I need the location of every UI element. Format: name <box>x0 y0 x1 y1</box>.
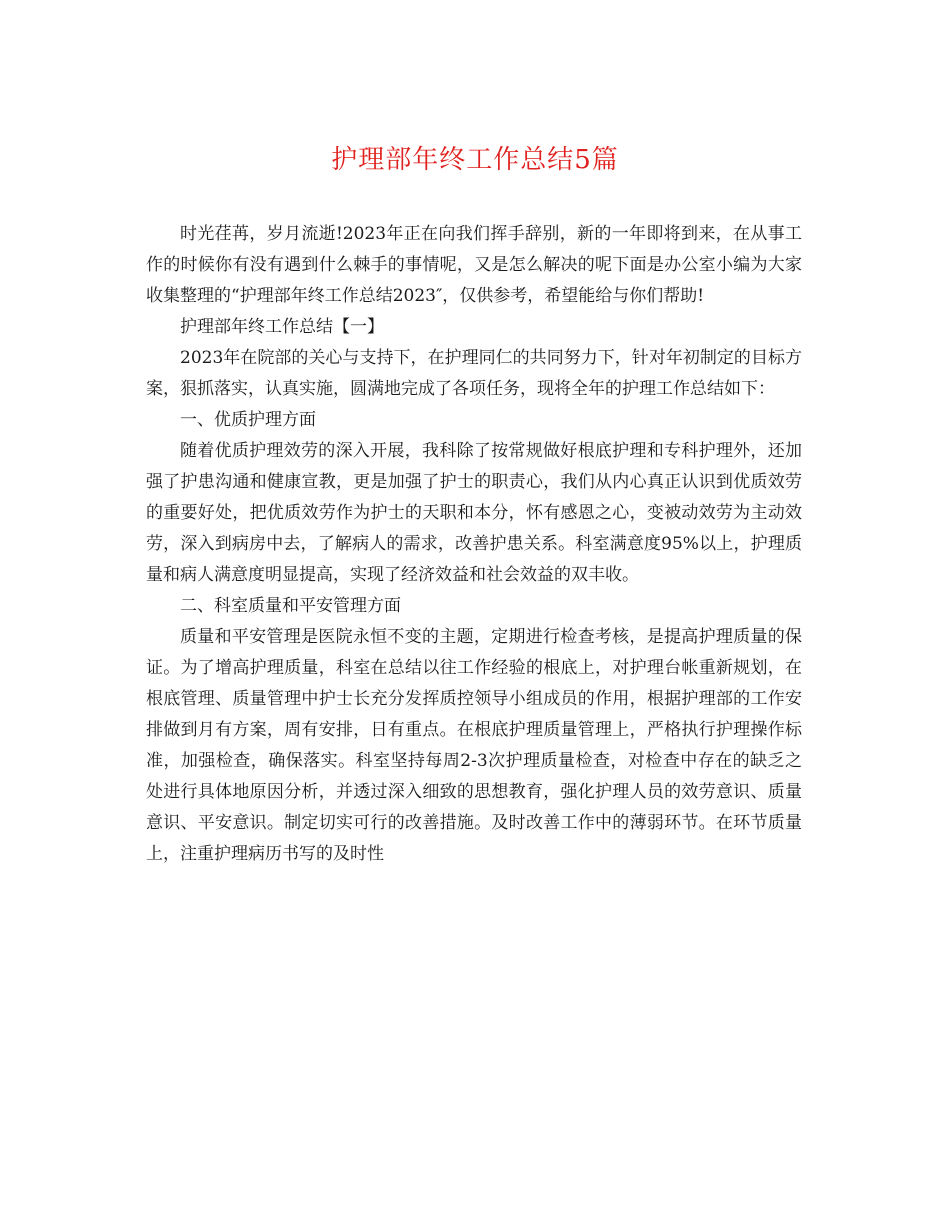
intro-paragraph: 时光荏苒，岁月流逝!2023年正在向我们挥手辞别，新的一年即将到来，在从事工作的时候你有没有遇到什么棘手的事情呢，又是怎么解决的呢下面是办公室小编为大家收集整理的“护理部年终工作总结2023″，仅供参考，希望能给与你们帮助! <box>146 224 802 306</box>
summary-paragraph: 2023年在院部的关心与支持下，在护理同仁的共同努力下，针对年初制定的目标方案，狠抓落实，认真实施，圆满地完成了各项任务，现将全年的护理工作总结如下： <box>146 348 802 399</box>
quality-care-paragraph: 随着优质护理效劳的深入开展，我科除了按常规做好根底护理和专科护理外，还加强了护患沟通和健康宣教，更是加强了护士的职责心，我们从内心真正认识到优质效劳的重要好处，把优质效劳作为护士的天职和本分，怀有感恩之心，变被动效劳为主动效劳，深入到病房中去，了解病人的需求，改善护患关系。科室满意度95%以上，护理质量和病人满意度明显提高，实现了经济效益和社会效益的双丰收。 <box>146 441 802 585</box>
subheading-safety-management: 二、科室质量和平安管理方面 <box>180 596 401 616</box>
safety-management-paragraph: 质量和平安管理是医院永恒不变的主题，定期进行检查考核，是提高护理质量的保证。为了增高护理质量，科室在总结以往工作经验的根底上，对护理台帐重新规划，在根底管理、质量管理中护士长充分发挥质控领导小组成员的作用，根据护理部的工作安排做到月有方案，周有安排，日有重点。在根底护理质量管理上，严格执行护理操作标准，加强检查，确保落实。科室坚持每周2-3次护理质量检查，对检查中存在的缺乏之处进行具体地原因分析，并透过深入细致的思想教育，强化护理人员的效劳意识、质量意识、平安意识。制定切实可行的改善措施。及时改善工作中的薄弱环节。在环节质量上，注重护理病历书写的及时性 <box>146 627 802 864</box>
section-heading-one: 护理部年终工作总结【一】 <box>180 317 384 337</box>
subheading-quality-care: 一、优质护理方面 <box>180 410 316 430</box>
document-body <box>146 219 802 870</box>
document-title: 护理部年终工作总结5篇 <box>331 145 619 175</box>
